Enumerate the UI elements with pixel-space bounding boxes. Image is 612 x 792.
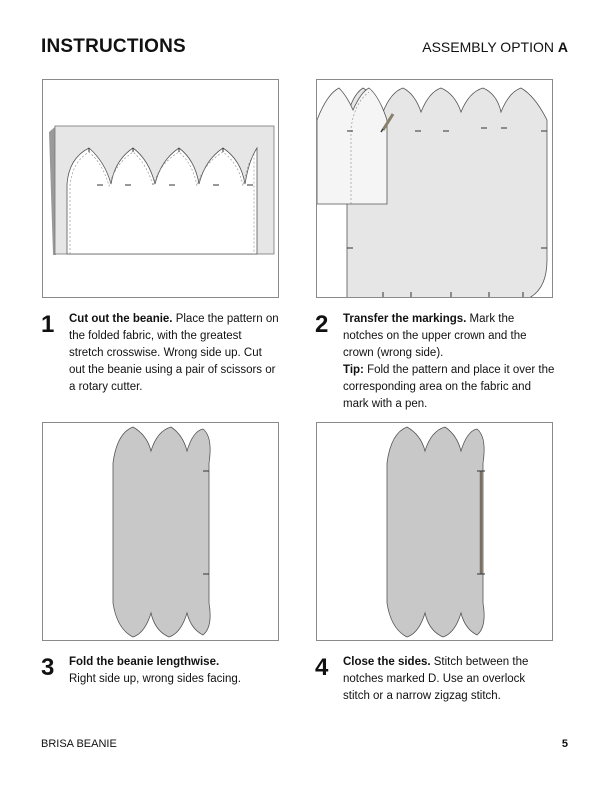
tip-label: Tip: xyxy=(343,364,364,376)
stitched-beanie-drawing xyxy=(317,423,553,641)
step-heading: Cut out the beanie. xyxy=(69,313,173,325)
step-body: Mark the notches on the upper crown and the crown (wrong side). xyxy=(343,313,527,359)
step-heading: Close the sides. xyxy=(343,656,431,668)
assembly-option-prefix: ASSEMBLY OPTION xyxy=(422,39,558,55)
step-heading: Fold the beanie lengthwise. xyxy=(69,656,220,668)
step-1-illustration xyxy=(42,79,279,298)
step-description xyxy=(69,654,279,688)
step-3-illustration xyxy=(42,422,279,641)
pattern-on-fabric-drawing xyxy=(43,80,279,298)
step-body: Stitch between the notches marked D. Use an overlock stitch or a narrow zigzag stitch. xyxy=(343,656,529,702)
folded-beanie-piece xyxy=(387,427,484,637)
page-number: 5 xyxy=(561,738,568,750)
step-description xyxy=(69,311,279,396)
step-body: Place the pattern on the folded fabric, with the greatest stretch crosswise. Wrong side up. Cut out the beanie using a pair of scissors or a rotary cutter. xyxy=(69,313,279,393)
page-title: INSTRUCTIONS xyxy=(41,36,186,57)
folded-beanie-drawing xyxy=(43,423,279,641)
step-body: Right side up, wrong sides facing. xyxy=(69,673,241,685)
step-description xyxy=(343,311,555,413)
tip-body: Fold the pattern and place it over the corresponding area on the fabric and mark with a pen. xyxy=(343,364,555,410)
footer-pattern-name: BRISA BEANIE xyxy=(41,738,117,750)
step-description xyxy=(343,654,555,705)
folded-beanie-piece xyxy=(113,427,210,637)
step-number: 2 xyxy=(315,311,329,338)
step-number: 4 xyxy=(315,654,329,681)
step-4-illustration xyxy=(316,422,553,641)
assembly-option-label xyxy=(422,39,568,55)
step-number: 3 xyxy=(41,654,55,681)
step-2-illustration xyxy=(316,79,553,298)
step-number: 1 xyxy=(41,311,55,338)
assembly-option-letter: A xyxy=(557,39,568,55)
step-heading: Transfer the markings. xyxy=(343,313,467,325)
transfer-markings-drawing xyxy=(317,80,553,298)
